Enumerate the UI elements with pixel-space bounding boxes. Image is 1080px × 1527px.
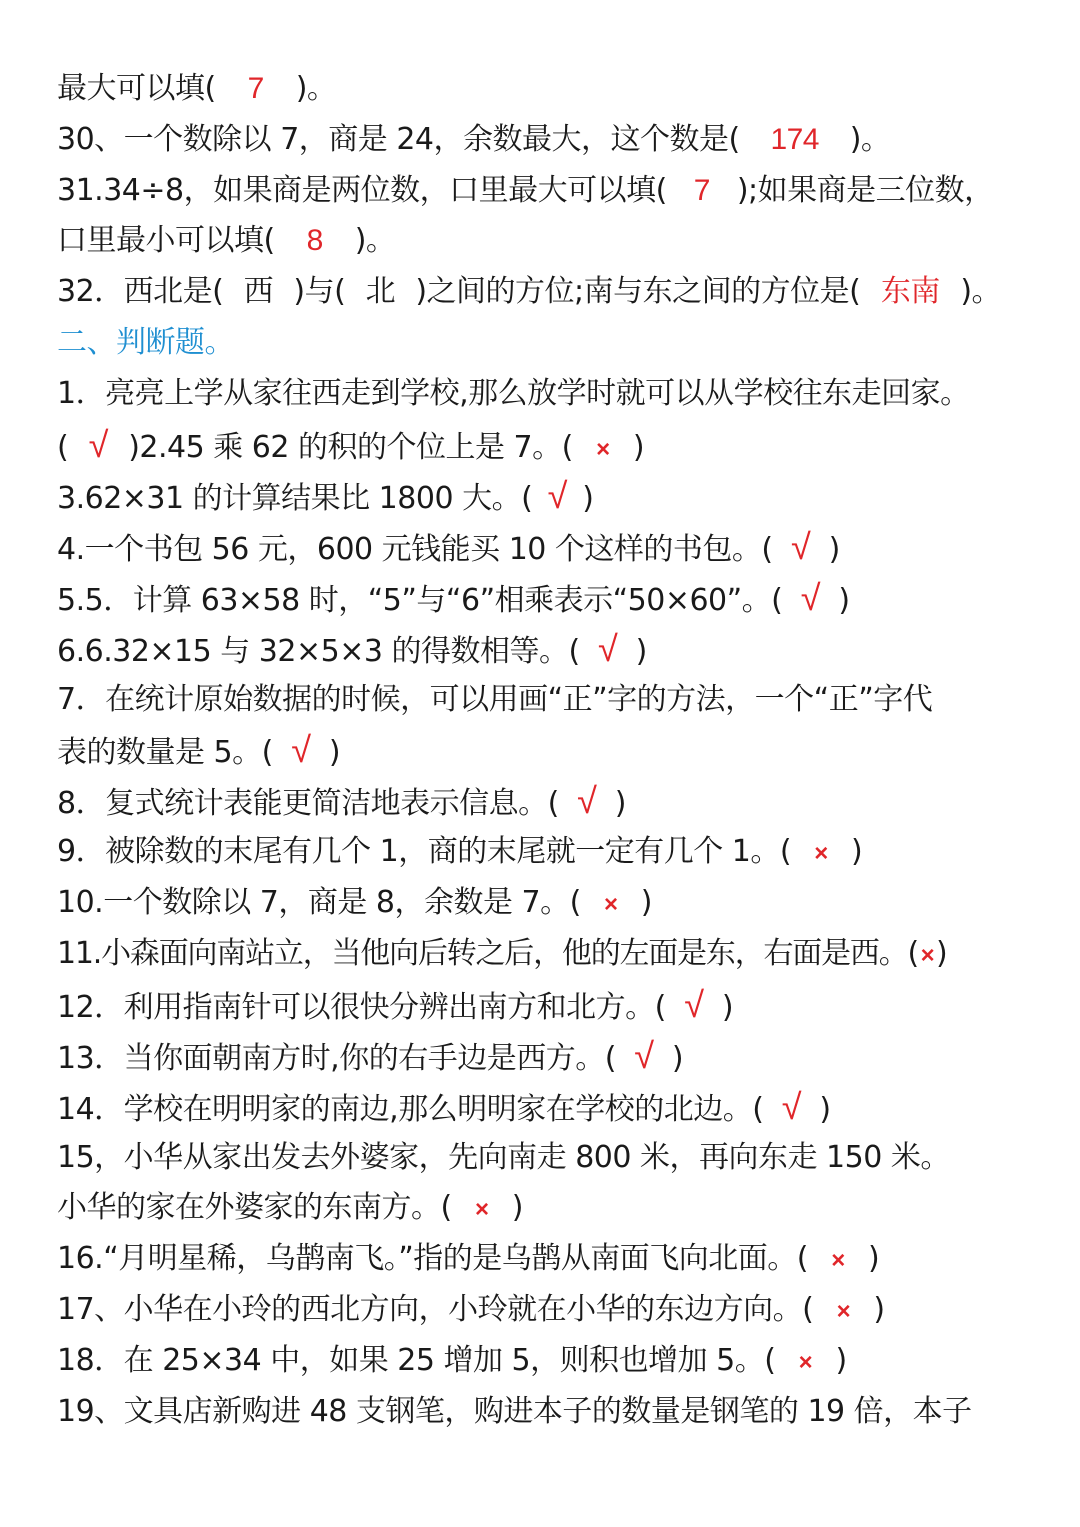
tf-question-16: 16.“月明星稀，乌鹊南飞。”指的是乌鹊从南面飞向北面。( × ) xyxy=(57,1239,1060,1279)
check-mark: √ xyxy=(790,526,811,567)
check-mark: √ xyxy=(800,577,821,618)
tf-question-13: 13．当你面朝南方时,你的右手边是西方。( √ ) xyxy=(57,1035,684,1076)
tf-question-4: 4.一个书包 56 元，600 元钱能买 10 个这样的书包。( √ ) xyxy=(57,526,840,567)
check-mark: √ xyxy=(577,780,597,821)
cross-mark: × xyxy=(596,436,610,463)
cross-mark: × xyxy=(474,1196,489,1223)
answer-q32-west: 西 xyxy=(243,274,274,309)
tf-question-11: 11.小森面向南站立，当他向后转之后，他的左面是东，右面是西。( ×) xyxy=(57,934,1060,974)
fill-question-29-cont: 最大可以填( 7 )。 xyxy=(57,69,1060,109)
check-mark: √ xyxy=(781,1086,802,1127)
tf-question-17: 17、小华在小玲的西北方向，小玲就在小华的东边方向。( × ) xyxy=(57,1290,1060,1330)
section-heading-true-false: 二、判断题。 xyxy=(57,325,234,360)
check-mark: √ xyxy=(291,729,311,770)
tf-question-5: 5.5．计算 63×58 时，“5”与“6”相乘表示“50×60”。( √ ) xyxy=(57,577,850,618)
tf-question-10: 10.一个数除以 7，商是 8，余数是 7。( × ) xyxy=(57,883,1060,923)
tf-question-15-cont: 小华的家在外婆家的东南方。( × ) xyxy=(57,1188,1060,1228)
tf-question-1: 1．亮亮上学从家往西走到学校,那么放学时就可以从学校往东走回家。 xyxy=(57,376,970,411)
fill-question-31-cont: 口里最小可以填( 8 )。 xyxy=(57,221,1060,261)
answer-q31-min: 8 xyxy=(306,224,323,257)
cross-mark: × xyxy=(831,1247,845,1274)
tf-question-1-2: ( √ )2.45 乘 62 的积的个位上是 7。( × ) xyxy=(57,425,1060,465)
answer-q29: 7 xyxy=(247,72,264,105)
cross-mark: × xyxy=(798,1349,813,1376)
tf-question-7-cont: 表的数量是 5。( √ ) xyxy=(57,729,341,770)
check-mark: √ xyxy=(598,628,618,669)
tf-question-6: 6.6.32×15 与 32×5×3 的得数相等。( √ ) xyxy=(57,628,647,669)
tf-question-15: 15，小华从家出发去外婆家，先向南走 800 米，再向东走 150 米。 xyxy=(57,1140,950,1175)
tf-question-8: 8．复式统计表能更简洁地表示信息。( √ ) xyxy=(57,780,627,821)
fill-question-30: 30、一个数除以 7，商是 24，余数最大，这个数是( 174 )。 xyxy=(57,120,1060,160)
tf-question-3: 3.62×31 的计算结果比 1800 大。( √ ) xyxy=(57,475,594,516)
cross-mark: × xyxy=(836,1298,851,1325)
answer-q32-north: 北 xyxy=(365,274,396,309)
answer-q31-max: 7 xyxy=(693,174,710,207)
check-mark: √ xyxy=(684,984,704,1025)
answer-q32-southeast: 东南 xyxy=(880,274,940,309)
cross-mark: × xyxy=(920,942,934,969)
tf-question-14: 14．学校在明明家的南边,那么明明家在学校的北边。( √ ) xyxy=(57,1086,831,1127)
tf-question-18: 18．在 25×34 中，如果 25 增加 5，则积也增加 5。( × ) xyxy=(57,1341,1060,1381)
check-mark: √ xyxy=(634,1035,654,1076)
cross-mark: × xyxy=(814,840,828,867)
fill-question-31: 31.34÷8，如果商是两位数，口里最大可以填( 7 );如果商是三位数， xyxy=(57,171,1060,211)
fill-question-32: 32．西北是( 西 )与( 北 )之间的方位;南与东之间的方位是( 东南 )。 xyxy=(57,272,1060,312)
tf-question-7: 7．在统计原始数据的时候，可以用画“正”字的方法，一个“正”字代 xyxy=(57,682,933,717)
check-mark: √ xyxy=(547,475,567,516)
tf-question-19: 19、文具店新购进 48 支钢笔，购进本子的数量是钢笔的 19 倍，本子 xyxy=(57,1394,972,1429)
tf-question-12: 12．利用指南针可以很快分辨出南方和北方。( √ ) xyxy=(57,984,734,1025)
tf-question-9: 9．被除数的末尾有几个 1，商的末尾就一定有几个 1。( × ) xyxy=(57,832,1060,872)
cross-mark: × xyxy=(604,891,618,918)
answer-q30: 174 xyxy=(770,123,819,156)
check-mark: √ xyxy=(88,424,108,465)
